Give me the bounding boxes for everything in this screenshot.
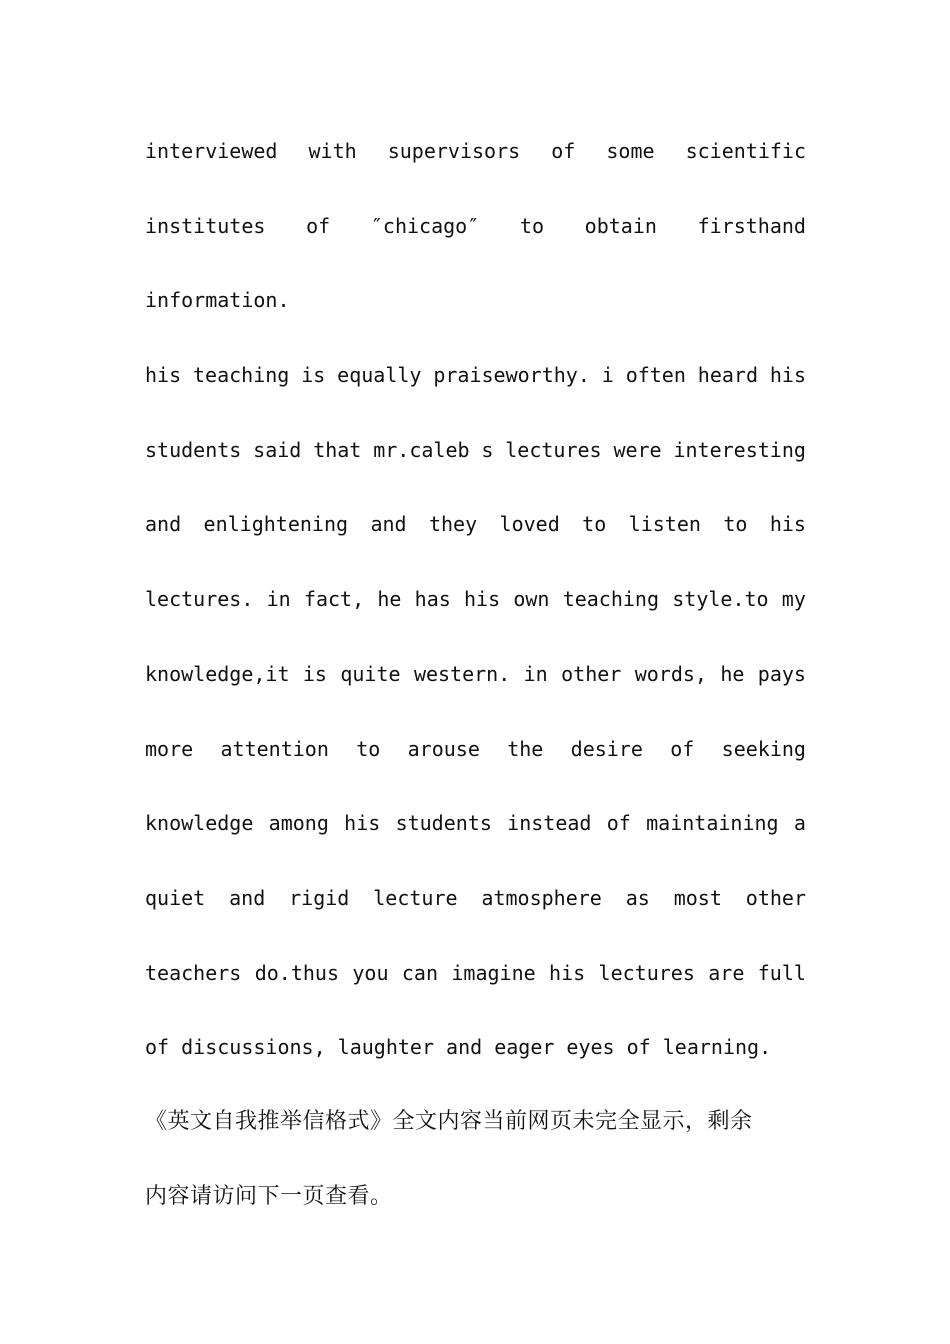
word: knowledge — [145, 811, 254, 836]
word: interesting — [673, 437, 806, 462]
text-line — [145, 861, 806, 936]
word: and — [145, 512, 182, 537]
word: of — [306, 213, 331, 238]
paragraph-2 — [145, 338, 806, 1085]
text-line — [145, 936, 806, 1011]
word: imagine — [451, 960, 536, 985]
word: and — [229, 885, 266, 910]
word: enlightening — [203, 512, 349, 537]
word: i — [601, 363, 614, 388]
word: he — [720, 661, 745, 686]
word: he — [377, 587, 402, 612]
word: teaching — [193, 363, 290, 388]
text-line — [145, 562, 806, 637]
word: my — [781, 587, 806, 612]
word: other — [561, 661, 622, 686]
word: lectures. — [145, 587, 254, 612]
word: in — [523, 661, 548, 686]
word: fact, — [303, 587, 365, 612]
document-body — [145, 114, 806, 1234]
word: most — [673, 885, 722, 910]
word: maintaining — [646, 811, 779, 836]
word: firsthand — [697, 213, 806, 238]
word: listen — [628, 512, 701, 537]
word: style.to — [672, 587, 769, 612]
word: equally — [337, 363, 422, 388]
word: among — [268, 811, 329, 836]
text-line — [145, 637, 806, 712]
word: instead — [507, 811, 592, 836]
word: arouse — [407, 736, 480, 761]
word: of — [606, 811, 631, 836]
word: the — [507, 736, 544, 761]
word: to — [723, 512, 748, 537]
word: his — [769, 512, 806, 537]
word: seeking — [721, 736, 806, 761]
word: can — [401, 960, 438, 985]
word: teachers — [145, 960, 242, 985]
word: his — [464, 587, 501, 612]
word: heard — [697, 363, 758, 388]
word: words, — [634, 661, 707, 686]
word: ″chicago″ — [370, 213, 480, 238]
word: lectures — [505, 437, 602, 462]
word: a — [793, 811, 806, 836]
word: own — [513, 587, 550, 612]
word: to — [519, 213, 544, 238]
word: rigid — [289, 885, 350, 910]
word: praiseworthy. — [433, 363, 590, 388]
word: is — [301, 363, 326, 388]
word: with — [308, 139, 357, 163]
word: mr.caleb — [373, 437, 470, 462]
word: lecture — [373, 885, 458, 910]
word: some — [606, 139, 655, 163]
word: teaching — [562, 587, 660, 612]
notice-line: 《英文自我推举信格式》全文内容当前网页未完全显示，剩余 — [145, 1108, 753, 1134]
word: to — [582, 512, 607, 537]
word: of — [670, 736, 695, 761]
word: that — [313, 437, 362, 462]
word: his — [549, 960, 586, 985]
word: to — [356, 736, 381, 761]
continuation-notice — [145, 1085, 806, 1234]
word: more — [145, 736, 194, 761]
word: other — [745, 885, 806, 910]
word: and — [370, 512, 407, 537]
notice-line: 内容请访问下一页查看。 — [145, 1183, 393, 1209]
word: as — [625, 885, 650, 910]
word: were — [613, 437, 662, 462]
word: are — [708, 960, 745, 985]
word: full — [757, 960, 806, 985]
word: s — [481, 437, 494, 462]
word: students — [145, 437, 242, 462]
word: quite — [340, 661, 401, 686]
word: obtain — [584, 213, 657, 238]
word: knowledge,it — [145, 661, 290, 686]
word: they — [428, 512, 478, 537]
word: you — [352, 960, 389, 985]
word: supervisors — [387, 139, 521, 163]
text-line — [145, 189, 806, 264]
text-line — [145, 413, 806, 488]
text-line — [145, 114, 806, 189]
word: attention — [220, 736, 329, 761]
word: desire — [570, 736, 643, 761]
word: western. — [413, 661, 511, 686]
text-line: of discussions, laughter and eager eyes of learning. — [145, 1035, 772, 1060]
word: interviewed — [145, 139, 278, 163]
paragraph-1 — [145, 114, 806, 338]
word: has — [414, 587, 451, 612]
word: his — [344, 811, 381, 836]
word: said — [253, 437, 302, 462]
word: pays — [757, 661, 806, 686]
word: in — [266, 587, 291, 612]
word: his — [145, 363, 182, 388]
word: atmosphere — [481, 885, 602, 910]
text-line — [145, 786, 806, 861]
word: often — [625, 363, 686, 388]
word: scientific — [685, 139, 806, 163]
word: loved — [499, 512, 560, 537]
word: of — [551, 139, 576, 163]
word: quiet — [145, 885, 206, 910]
text-line — [145, 487, 806, 562]
word: his — [769, 363, 806, 388]
text-line — [145, 712, 806, 787]
text-line — [145, 338, 806, 413]
word: do.thus — [254, 960, 339, 985]
word: lectures — [598, 960, 695, 985]
word: is — [302, 661, 327, 686]
text-line: information. — [145, 288, 290, 313]
word: students — [395, 811, 492, 836]
word: institutes — [145, 213, 266, 238]
